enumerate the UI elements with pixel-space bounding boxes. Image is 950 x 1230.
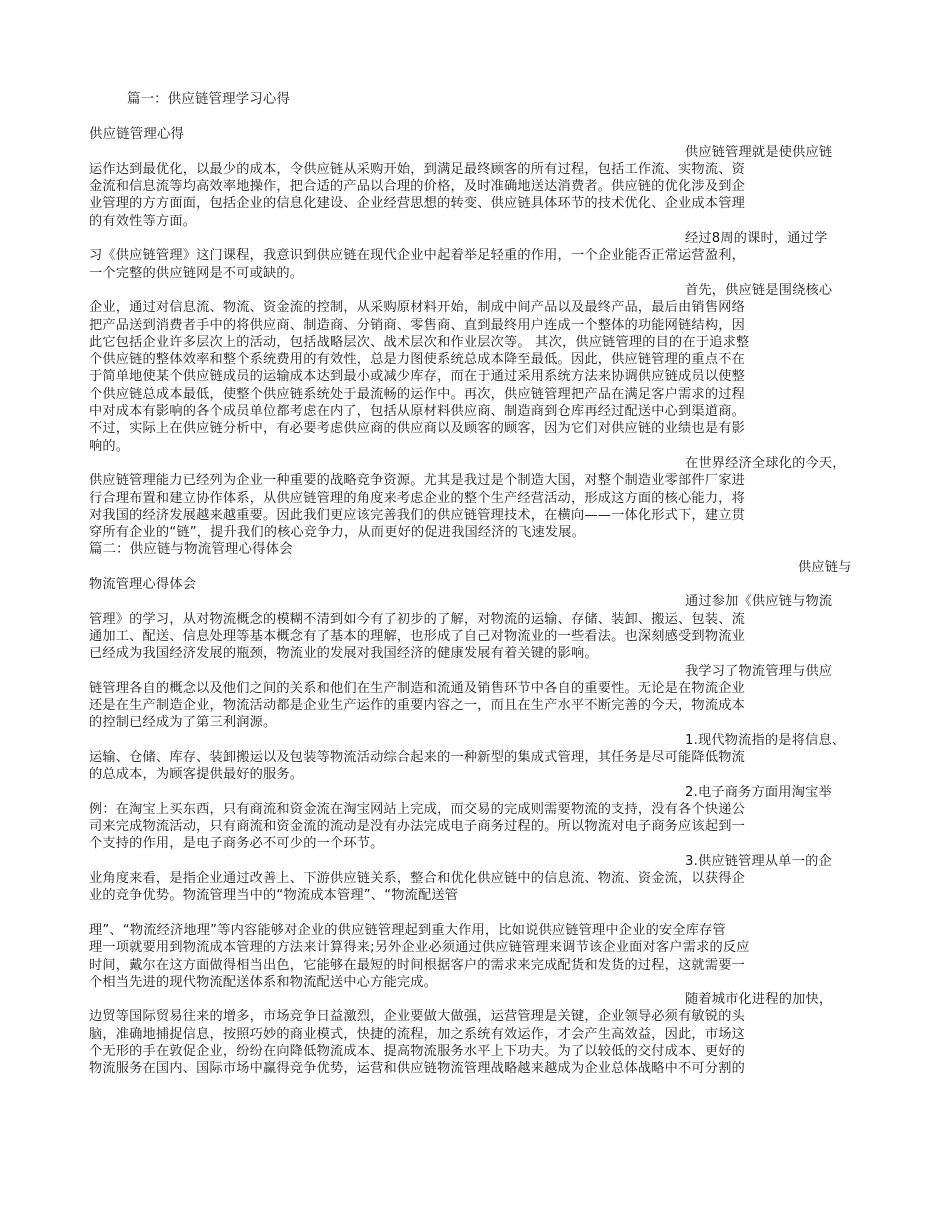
text-line: 链管理各自的概念以及他们之间的关系和他们在生产制造和流通及销售环节中各自的重要性。无论是在物流企业: [89, 680, 745, 696]
document-title: 篇一：供应链管理学习心得: [127, 92, 291, 107]
text-line: 例：在淘宝上买东西，只有商流和资金流在淘宝网站上完成，而交易的完成则需要物流的支持，没有各个快递公: [89, 801, 745, 817]
text-line: 物流服务在国内、国际市场中赢得竞争优势，运营和供应链物流管理战略越来越成为企业总体战略中不可分割的: [89, 1061, 745, 1077]
text-line: 物流管理心得体会: [89, 577, 197, 593]
text-line: 管理》的学习，从对物流概念的模糊不清到如今有了初步的了解，对物流的运输、存储、装卸、搬运、包装、流: [89, 611, 745, 627]
text-line: 在世界经济全球化的今天，: [685, 455, 846, 471]
text-line: 经过8周的课时，通过学: [685, 231, 828, 247]
text-line: 把产品送到消费者手中的将供应商、制造商、分销商、零售商、直到最终用户连成一个整体的功能网链结构，因: [89, 317, 745, 333]
text-line: 已经成为我国经济发展的瓶颈，物流业的发展对我国经济的健康发展有着关键的影响。: [89, 646, 598, 662]
text-line: 脑，准确地捕捉信息，按照巧妙的商业模式，快捷的流程，加之系统有效运作，才会产生高效益，因此，市场这: [89, 1026, 745, 1042]
blank-line: [89, 905, 864, 922]
text-line: 供应链管理能力已经列为企业一种重要的战略竞争资源。尤其是我过是个制造大国，对整个制造业零部件厂家进: [89, 473, 745, 489]
text-line: 业角度来看，是指企业通过改善上、下游供应链关系，整合和优化供应链中的信息流、物流、资金流，以获得企: [89, 871, 745, 887]
text-line: 金流和信息流等均高效率地操作，把合适的产品以合理的价格，及时准确地送达消费者。供应链的优化涉及到企: [89, 179, 745, 195]
text-line: 业管理的方方面面，包括企业的信息化建设、企业经营思想的转变、供应链具体环节的技术优化、企业成本管理: [89, 196, 745, 212]
text-line: 边贸等国际贸易往来的增多，市场竞争日益激烈，企业要做大做强，运营管理是关键，企业领导必须有敏锐的头: [89, 1009, 745, 1025]
text-line: 习《供应链管理》这门课程，我意识到供应链在现代企业中起着举足轻重的作用，一个企业能否正常运营盈利，: [89, 248, 745, 264]
section-heading: 篇二：供应链与物流管理心得体会: [89, 542, 293, 558]
text-line: 运输、仓储、库存、装卸搬运以及包装等物流活动综合起来的一种新型的集成式管理，其任务是尽可能降低物流: [89, 749, 745, 765]
text-line: 运作达到最优化，以最少的成本，令供应链从采购开始，到满足最终顾客的所有过程，包括工作流、实物流、资: [89, 161, 745, 177]
text-line: 业的竞争优势。物流管理当中的“物流成本管理”、“物流配送管: [89, 888, 459, 904]
text-line: 的总成本，为顾客提供最好的服务。: [89, 767, 304, 783]
text-line: 供应链管理就是使供应链: [685, 144, 833, 160]
text-line: 还是在生产制造企业，物流活动都是企业生产运作的重要内容之一，而且在生产水平不断完善的今天，物流成本: [89, 698, 745, 714]
text-line: 不过，实际上在供应链分析中，有必要考虑供应商的供应商以及顾客的顾客，因为它们对供应链的业绩也是有影: [89, 421, 745, 437]
text-line: 的控制已经成为了第三利润源。: [89, 715, 277, 731]
text-line: 企业，通过对信息流、物流、资金流的控制，从采购原材料开始，制成中间产品以及最终产品，最后由销售网络: [89, 300, 745, 316]
document-body: [89, 91, 864, 1078]
text-line: 2.电子商务方面用淘宝举: [685, 784, 832, 800]
text-line: 此它包括企业许多层次上的活动，包括战略层次、战术层次和作业层次等。 其次，供应链管理的目的在于追求整: [89, 334, 750, 350]
text-line: 个供应链的整体效率和整个系统费用的有效性，总是力图使系统总成本降至最低。因此，供应链管理的重点不在: [89, 352, 745, 368]
text-line: 个无形的手在敦促企业，纷纷在向降低物流成本、提高物流服务水平上下功夫。为了以较低的交付成本、更好的: [89, 1044, 745, 1060]
text-line: 响的。: [89, 438, 130, 454]
text-line: 行合理布置和建立协作体系，从供应链管理的角度来考虑企业的整个生产经营活动，形成这方面的核心能力，将: [89, 490, 745, 506]
text-line: 个支持的作用，是电子商务必不可少的一个环节。: [89, 836, 384, 852]
text-line: 随着城市化进程的加快，: [685, 992, 833, 1008]
text-line: 个供应链总成本最低，使整个供应链系统处于最流畅的运作中。再次，供应链管理把产品在满足客户需求的过程: [89, 386, 745, 402]
text-line: 通加工、配送、信息处理等基本概念有了基本的理解，也形成了自己对物流业的一些看法。也深刻感受到物流业: [89, 628, 745, 644]
text-line: 我学习了物流管理与供应: [685, 663, 833, 679]
text-line: 一个完整的供应链网是不可或缺的。: [89, 265, 304, 281]
text-line: 穿所有企业的“链”，提升我们的核心竞争力，从而更好的促进我国经济的飞速发展。: [89, 525, 586, 541]
document-text: [89, 126, 864, 1077]
text-line: 通过参加《供应链与物流: [685, 594, 833, 610]
text-line: 的有效性等方面。: [89, 213, 197, 229]
text-line: 3.供应链管理从单一的企: [685, 853, 832, 869]
text-line: 司来完成物流活动，只有商流和资金流的流动是没有办法完成电子商务过程的。所以物流对电子商务应该起到一: [89, 819, 745, 835]
section-heading: 供应链管理心得: [89, 127, 185, 143]
text-line: 理一项就要用到物流成本管理的方法来计算得来;另外企业必须通过供应链管理来调节该企业面对客户需求的反应: [89, 940, 750, 956]
text-line: 中对成本有影响的各个成员单位都考虑在内了，包括从原材料供应商、制造商到仓库再经过配送中心到渠道商。: [89, 404, 745, 420]
text-line: 个相当先进的现代物流配送体系和物流配送中心方能完成。: [89, 974, 438, 990]
text-line: 理”、“物流经济地理”等内容能够对企业的供应链管理起到重大作用，比如说供应链管理中企业的安全库存管: [89, 922, 726, 938]
text-line: 时间，戴尔在这方面做得相当出色，它能够在最短的时间根据客户的需求来完成配货和发货的过程，这就需要一: [89, 957, 745, 973]
text-line: 1.现代物流指的是将信息、: [685, 732, 846, 748]
text-line: 供应链与: [798, 559, 852, 575]
text-line: 首先，供应链是围绕核心: [685, 282, 833, 298]
text-line: 于简单地使某个供应链成员的运输成本达到最小或减少库存，而在于通过采用系统方法来协调供应链成员以使整: [89, 369, 745, 385]
text-line: 对我国的经济发展越来越重要。因此我们更应该完善我们的供应链管理技术，在横向——一体化形式下，建立贯: [89, 507, 745, 523]
